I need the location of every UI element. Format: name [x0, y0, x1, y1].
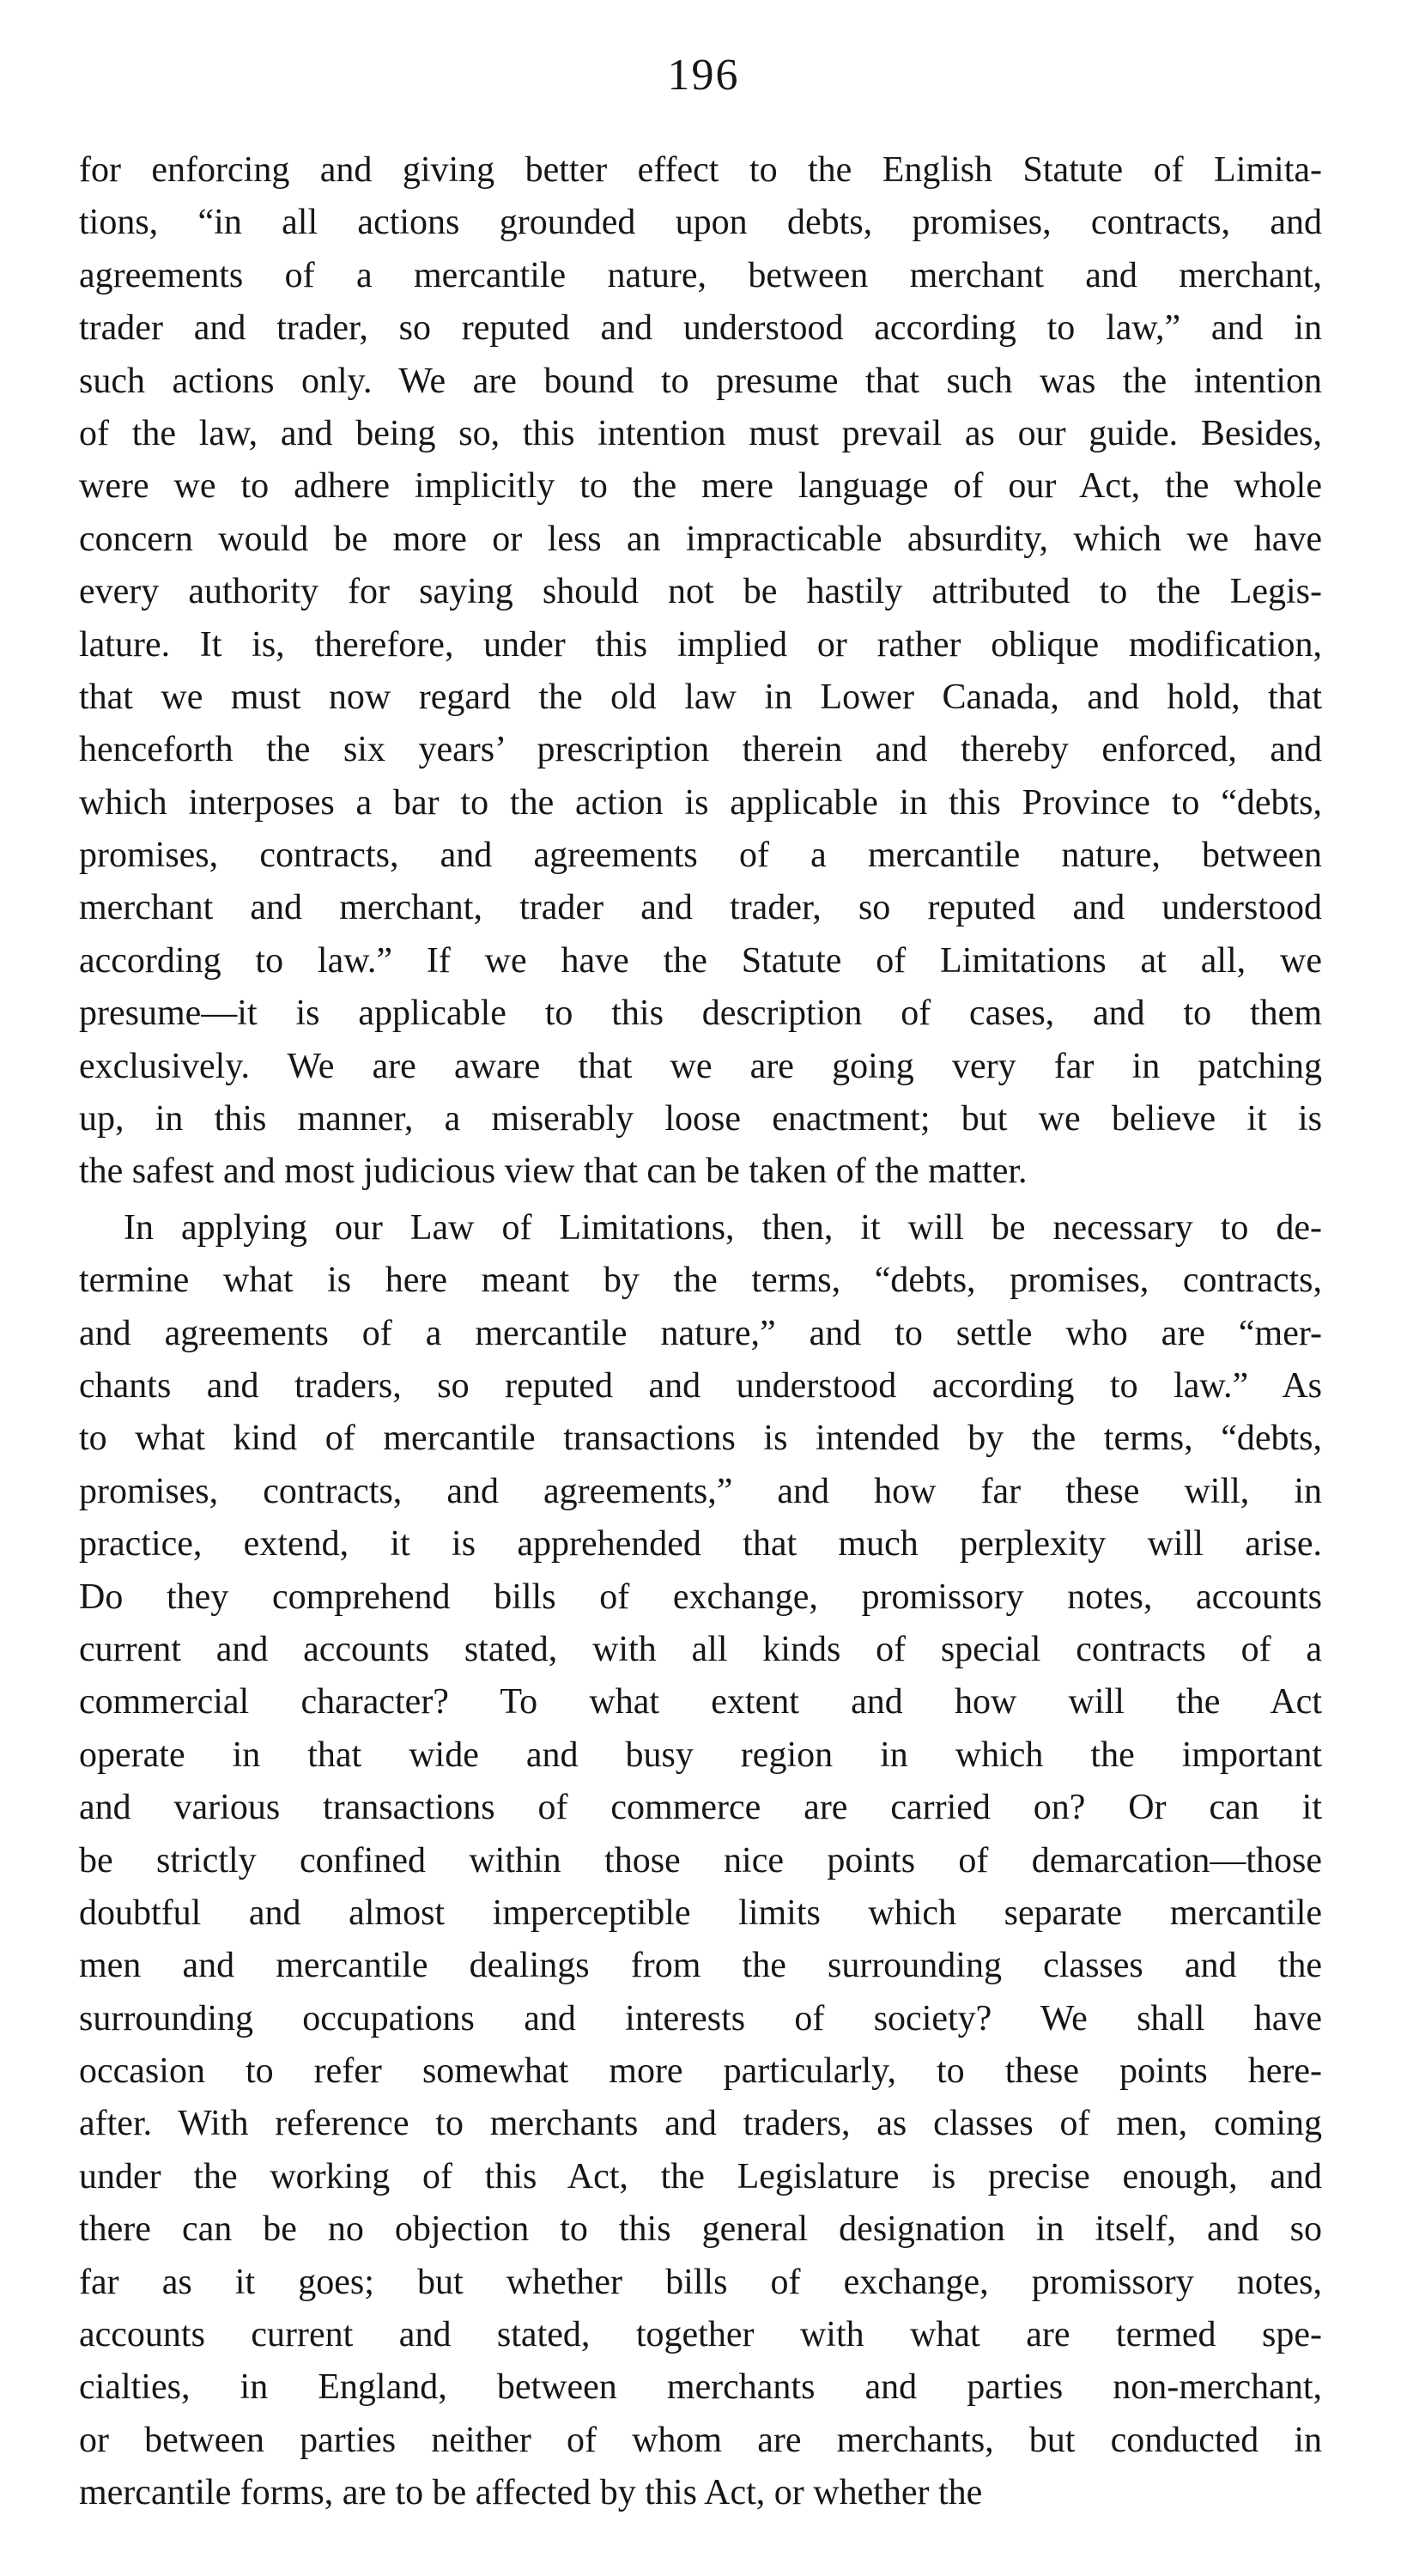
- text-line: termine what is here meant by the terms, “debts, promises, contracts,: [79, 1261, 1322, 1301]
- text-line: Do they comprehend bills of exchange, promissory notes, accounts: [79, 1577, 1322, 1617]
- text-line: that we must now regard the old law in Lower Canada, and hold, that: [79, 677, 1322, 717]
- text-line: which interposes a bar to the action is applicable in this Province to “debts,: [79, 782, 1322, 823]
- text-line: chants and traders, so reputed and understood according to law.” As: [79, 1365, 1322, 1406]
- text-line: were we to adhere implicitly to the mere language of our Act, the whole: [79, 466, 1322, 507]
- text-line: tions, “in all actions grounded upon debts, promises, contracts, and: [79, 203, 1322, 243]
- text-line: for enforcing and giving better effect to the English Statute of Limita-: [79, 150, 1322, 190]
- text-line: and various transactions of commerce are carried on? Or can it: [79, 1788, 1322, 1828]
- text-line: of the law, and being so, this intention must prevail as our guide. Besides,: [79, 413, 1322, 453]
- text-line: presume—it is applicable to this description of cases, and to them: [79, 993, 1322, 1034]
- text-line: or between parties neither of whom are merchants, but conducted in: [79, 2420, 1322, 2460]
- text-line: exclusively. We are aware that we are going very far in patching: [79, 1046, 1322, 1086]
- text-line: according to law.” If we have the Statute of Limitations at all, we: [79, 940, 1322, 981]
- text-line: promises, contracts, and agreements of a mercantile nature, between: [79, 835, 1322, 876]
- text-line: be strictly confined within those nice points of demarcation—those: [79, 1840, 1322, 1880]
- text-line: such actions only. We are bound to presume that such was the intention: [79, 361, 1322, 401]
- text-line: accounts current and stated, together with what are termed spe-: [79, 2315, 1322, 2355]
- text-line: every authority for saying should not be hastily attributed to the Legis-: [79, 572, 1322, 612]
- text-line: lature. It is, therefore, under this implied or rather oblique modification,: [79, 624, 1322, 665]
- text-line: agreements of a mercantile nature, between merchant and merchant,: [79, 255, 1322, 295]
- text-line: promises, contracts, and agreements,” and how far these will, in: [79, 1471, 1322, 1511]
- text-line: merchant and merchant, trader and trader, so reputed and understood: [79, 888, 1322, 928]
- text-line: concern would be more or less an impracticable absurdity, which we have: [79, 519, 1322, 559]
- text-line: surrounding occupations and interests of society? We shall have: [79, 1998, 1322, 2038]
- page-number: 196: [667, 51, 740, 100]
- paragraph: [79, 144, 1322, 1199]
- text-line: men and mercantile dealings from the surrounding classes and the: [79, 1946, 1322, 1986]
- text-line: occasion to refer somewhat more particularly, to these points here-: [79, 2051, 1322, 2092]
- text-line: up, in this manner, a miserably loose enactment; but we believe it is: [79, 1099, 1322, 1139]
- text-line: there can be no objection to this general designation in itself, and so: [79, 2209, 1322, 2250]
- text-line: In applying our Law of Limitations, then, it will be necessary to de-: [124, 1207, 1322, 1248]
- text-line: cialties, in England, between merchants and parties non-merchant,: [79, 2367, 1322, 2408]
- text-line: far as it goes; but whether bills of exchange, promissory notes,: [79, 2262, 1322, 2302]
- text-line: and agreements of a mercantile nature,” and to settle who are “mer-: [79, 1313, 1322, 1353]
- text-line: operate in that wide and busy region in which the important: [79, 1735, 1322, 1775]
- text-line: practice, extend, it is apprehended that much perplexity will arise.: [79, 1524, 1322, 1564]
- paragraph: [79, 1202, 1322, 2520]
- text-line: henceforth the six years’ prescription therein and thereby enforced, and: [79, 730, 1322, 770]
- text-line: under the working of this Act, the Legislature is precise enough, and: [79, 2156, 1322, 2196]
- text-line: commercial character? To what extent and how will the Act: [79, 1682, 1322, 1722]
- text-line: after. With reference to merchants and traders, as classes of men, coming: [79, 2104, 1322, 2144]
- text-line: to what kind of mercantile transactions is intended by the terms, “debts,: [79, 1419, 1322, 1459]
- text-line: trader and trader, so reputed and understood according to law,” and in: [79, 308, 1322, 349]
- text-line: mercantile forms, are to be affected by this Act, or whether the: [79, 2473, 983, 2513]
- body-text: [79, 144, 1322, 2520]
- text-line: current and accounts stated, with all kinds of special contracts of a: [79, 1629, 1322, 1669]
- text-line: doubtful and almost imperceptible limits which separate mercantile: [79, 1893, 1322, 1933]
- text-line: the safest and most judicious view that can be taken of the matter.: [79, 1151, 1028, 1192]
